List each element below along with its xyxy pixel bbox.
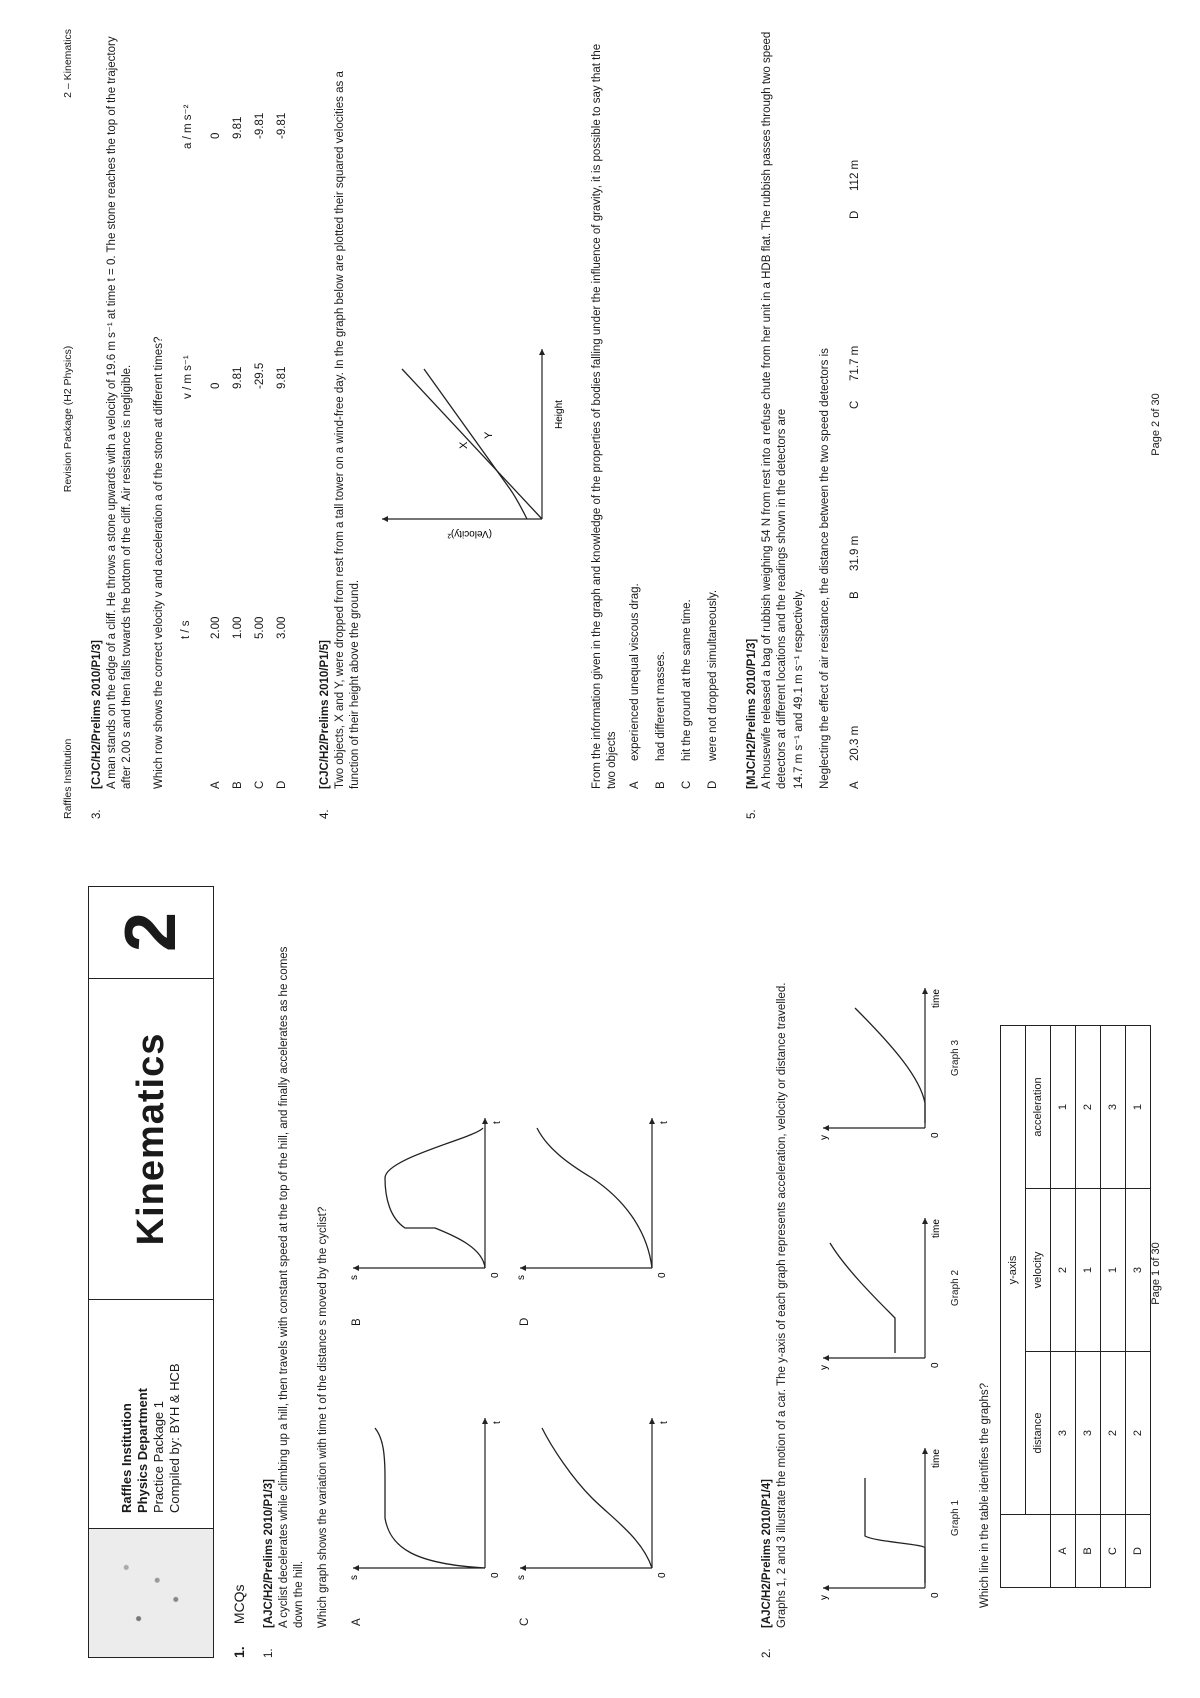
table-row	[1126, 1026, 1151, 1588]
table-cell: 2	[1076, 1026, 1101, 1189]
q2-graph-2-origin: 0	[930, 1362, 941, 1368]
q3-number: 3.	[91, 809, 103, 819]
q4-label-y: Y	[483, 431, 495, 439]
q5-text: A housewife released a bag of rubbish weighing 54 N from rest into a refuse chute from her unit in a HDB flat. The rubbish passes through two speed detectors at different locations and the readings shown in the detectors are	[761, 31, 788, 789]
table-cell: 9.81	[276, 366, 288, 389]
institution-crest-logo	[89, 1528, 213, 1657]
q2-graph-1-y-label: y	[819, 1595, 830, 1600]
chapter-title: Kinematics	[129, 1032, 172, 1246]
q4-label-x: X	[458, 441, 470, 449]
option-letter: D	[707, 780, 719, 789]
q5-option-b	[848, 536, 863, 599]
option-text: had different masses.	[655, 651, 667, 761]
q2-source: [AJC/H2/Prelims 2010/P1/4]	[761, 1479, 773, 1628]
q2-number: 2.	[761, 1648, 773, 1658]
q1-graph-d-x-label: t	[659, 1121, 670, 1124]
q2-col-acceleration: acceleration	[1026, 1026, 1051, 1189]
q5-question: Neglecting the effect of air resistance, the distance between the two speed detectors is	[819, 348, 831, 789]
q1-graph-d	[512, 1108, 672, 1288]
q4-source: [CJC/H2/Prelims 2010/P1/5]	[319, 640, 331, 789]
compiled-by: Compiled by: BYH & HCB	[167, 1363, 182, 1513]
section-heading	[232, 1584, 247, 1658]
q2-graph-1-curve	[865, 1478, 925, 1583]
q4-x-axis-label: Height	[554, 400, 565, 429]
running-header-right: 2 – Kinematics	[62, 29, 74, 98]
q2-graph-1	[815, 1438, 945, 1608]
table-cell: 2	[1101, 1352, 1126, 1515]
q1-graph-c-origin: 0	[657, 1572, 668, 1578]
table-row	[1051, 1026, 1076, 1588]
q2-graph-1-label: Graph 1	[950, 1499, 961, 1537]
table-cell: 1	[1101, 1189, 1126, 1352]
table-cell: 2	[1051, 1189, 1076, 1352]
q1-graph-b-curve	[385, 1128, 485, 1268]
q3-header-t: t / s	[180, 620, 192, 639]
table-cell: 1	[1126, 1026, 1151, 1189]
table-cell: 3.00	[276, 616, 288, 639]
table-cell: 3	[1051, 1352, 1076, 1515]
institution-name: Raffles Institution	[119, 1403, 134, 1513]
department-name: Physics Department	[135, 1388, 150, 1513]
package-name: Practice Package 1	[151, 1400, 166, 1513]
q1-graph-b-y-label: s	[349, 1275, 360, 1280]
q2-table-group-row	[1001, 1026, 1026, 1588]
row-label: B	[1076, 1515, 1101, 1588]
q2-graph-1-x-label: time	[931, 1449, 942, 1468]
row-label: A	[1051, 1515, 1076, 1588]
q1-graph-a-y-label: s	[349, 1575, 360, 1580]
row-label: D	[1126, 1515, 1151, 1588]
option-letter: C	[681, 780, 693, 789]
q1-graph-a	[345, 1408, 505, 1588]
q2-question: Which line in the table identifies the graphs?	[979, 1382, 991, 1608]
q4-line-x	[402, 369, 542, 519]
q2-graph-2-curve	[830, 1243, 895, 1353]
q1-source: [AJC/H2/Prelims 2010/P1/3]	[263, 1479, 275, 1628]
q2-graph-3-origin: 0	[930, 1132, 941, 1138]
q3-header-a: a / m s⁻²	[182, 104, 194, 149]
table-cell: -9.81	[254, 112, 266, 139]
table-cell: 1	[1051, 1026, 1076, 1189]
option-text: experienced unequal viscous drag.	[629, 583, 641, 761]
row-label: B	[232, 781, 244, 789]
page-1-footer: Page 1 of 30	[1150, 1242, 1162, 1305]
q5-option-a	[848, 726, 863, 789]
q1-text: A cyclist decelerates while climbing up a hill, then travels with constant speed at the top of the hill, and finally accelerates as he comes down the hill.	[278, 946, 305, 1628]
option-letter: C	[849, 400, 861, 409]
q4-option-d	[706, 590, 721, 789]
option-text: hit the ground at the same time.	[681, 599, 693, 761]
q5-option-d	[848, 160, 863, 219]
row-label: D	[276, 780, 288, 789]
table-cell: 3	[1126, 1189, 1151, 1352]
q1-graph-c-curve	[542, 1428, 652, 1568]
option-letter: D	[849, 210, 861, 219]
option-text: were not dropped simultaneously.	[707, 589, 719, 761]
q1-graph-c-y-label: s	[516, 1575, 527, 1580]
department-info	[89, 1299, 213, 1529]
q4-number: 4.	[319, 809, 331, 819]
table-cell: -9.81	[276, 112, 288, 139]
q2-graph-1-origin: 0	[930, 1592, 941, 1598]
q1-option-a: A	[351, 1618, 363, 1626]
q1-graph-a-origin: 0	[490, 1572, 501, 1578]
q4-option-a	[628, 583, 643, 789]
q2-table-corner	[1001, 1515, 1051, 1588]
option-letter: A	[849, 781, 861, 789]
q1-number: 1.	[263, 1648, 275, 1658]
q2-answer-table	[1000, 1025, 1151, 1588]
table-cell: 0	[210, 382, 222, 389]
q1-graph-d-curve	[537, 1128, 652, 1268]
q2-col-velocity: velocity	[1026, 1189, 1051, 1352]
q1-graph-a-x-label: t	[492, 1421, 503, 1424]
option-text: 31.9 m	[849, 535, 861, 571]
q2-col-distance: distance	[1026, 1352, 1051, 1515]
q2-graph-3-x-label: time	[931, 989, 942, 1008]
table-cell: 3	[1076, 1352, 1101, 1515]
q2-text: Graphs 1, 2 and 3 illustrate the motion of a car. The y-axis of each graph represents acceleration, velocity or distance travelled.	[776, 982, 788, 1628]
table-row	[1076, 1026, 1101, 1588]
option-text: 71.7 m	[849, 345, 861, 381]
q1-graph-b	[345, 1108, 505, 1288]
chapter-header-box	[88, 886, 214, 1658]
q4-graph	[372, 329, 572, 549]
table-cell: 9.81	[232, 366, 244, 389]
row-label: A	[210, 781, 222, 789]
running-header-left: Raffles Institution	[62, 738, 74, 819]
page-2-footer: Page 2 of 30	[1150, 393, 1162, 456]
row-label: C	[254, 780, 266, 789]
q3-text: A man stands on the edge of a cliff. He throws a stone upwards with a velocity of 19.6 m s⁻¹ at time t = 0. The stone reaches the top of the trajectory after 2.00 s and then falls towards the bottom of the cliff. Air resistance is negligible.	[106, 36, 133, 789]
q4-stem: From the information given in the graph and knowledge of the properties of bodies falling under the influence of gravity, it is possible to say that the two objects	[591, 43, 618, 789]
row-label: C	[1101, 1515, 1126, 1588]
q2-graph-3-label: Graph 3	[950, 1039, 961, 1077]
q5-source: [MJC/H2/Prelims 2010/P1/3]	[746, 638, 758, 789]
q4-y-axis-label: (Velocity)²	[447, 528, 492, 539]
q2-graph-3-curve	[855, 1008, 925, 1123]
running-header-center: Revision Package (H2 Physics)	[62, 345, 74, 493]
q2-graph-3-y-label: y	[819, 1135, 830, 1140]
q4-line-y	[424, 369, 527, 519]
q1-graph-b-origin: 0	[490, 1272, 501, 1278]
q1-option-c: C	[519, 1617, 531, 1626]
option-text: 112 m	[849, 159, 861, 191]
q1-graph-c-x-label: t	[659, 1421, 670, 1424]
table-cell: 3	[1101, 1026, 1126, 1189]
q3-header-v: v / m s⁻¹	[182, 355, 194, 399]
option-letter: B	[655, 781, 667, 789]
table-cell: 0	[210, 132, 222, 139]
q5-number: 5.	[746, 809, 758, 819]
option-letter: A	[629, 781, 641, 789]
q5-option-c	[848, 346, 863, 409]
q4-option-c	[680, 599, 695, 789]
q1-graph-a-curve	[375, 1428, 485, 1568]
option-text: 20.3 m	[849, 725, 861, 761]
table-cell: 1	[1076, 1189, 1101, 1352]
q5-readings: 14.7 m s⁻¹ and 49.1 m s⁻¹ respectively.	[793, 589, 805, 789]
chapter-number: 2	[89, 886, 213, 979]
table-cell: -29.5	[254, 362, 266, 389]
q2-graph-2-y-label: y	[819, 1365, 830, 1370]
q3-question: Which row shows the correct velocity v and acceleration a of the stone at different times?	[153, 336, 165, 789]
section-title: MCQs	[231, 1584, 247, 1625]
section-number: 1.	[231, 1646, 247, 1658]
q2-graph-3	[815, 978, 945, 1148]
q1-graph-c	[512, 1408, 672, 1588]
q1-graph-b-x-label: t	[492, 1121, 503, 1124]
table-cell: 1.00	[232, 616, 244, 639]
q4-option-b	[654, 651, 669, 789]
table-row	[1101, 1026, 1126, 1588]
q2-graph-2	[815, 1208, 945, 1378]
q1-graph-d-y-label: s	[516, 1275, 527, 1280]
q1-option-b: B	[351, 1318, 363, 1326]
q2-graph-2-x-label: time	[931, 1219, 942, 1238]
table-cell: 5.00	[254, 616, 266, 639]
q2-table-group-header: y-axis	[1001, 1026, 1026, 1515]
q3-source: [CJC/H2/Prelims 2010/P1/3]	[91, 640, 103, 789]
option-letter: B	[849, 591, 861, 599]
page-1	[0, 849, 1200, 1698]
table-cell: 9.81	[232, 116, 244, 139]
q2-table-header-row	[1026, 1026, 1051, 1588]
q1-option-d: D	[519, 1317, 531, 1326]
table-cell: 2	[1126, 1352, 1151, 1515]
q1-graph-d-origin: 0	[657, 1272, 668, 1278]
q2-graph-2-label: Graph 2	[950, 1269, 961, 1307]
q1-question: Which graph shows the variation with time t of the distance s moved by the cyclist?	[317, 1206, 329, 1628]
table-cell: 2.00	[210, 616, 222, 639]
q4-text: Two objects, X and Y, were dropped from rest from a tall tower on a wind-free day. In the graph below are plotted their squared velocities as a function of their height above the ground.	[334, 71, 361, 789]
